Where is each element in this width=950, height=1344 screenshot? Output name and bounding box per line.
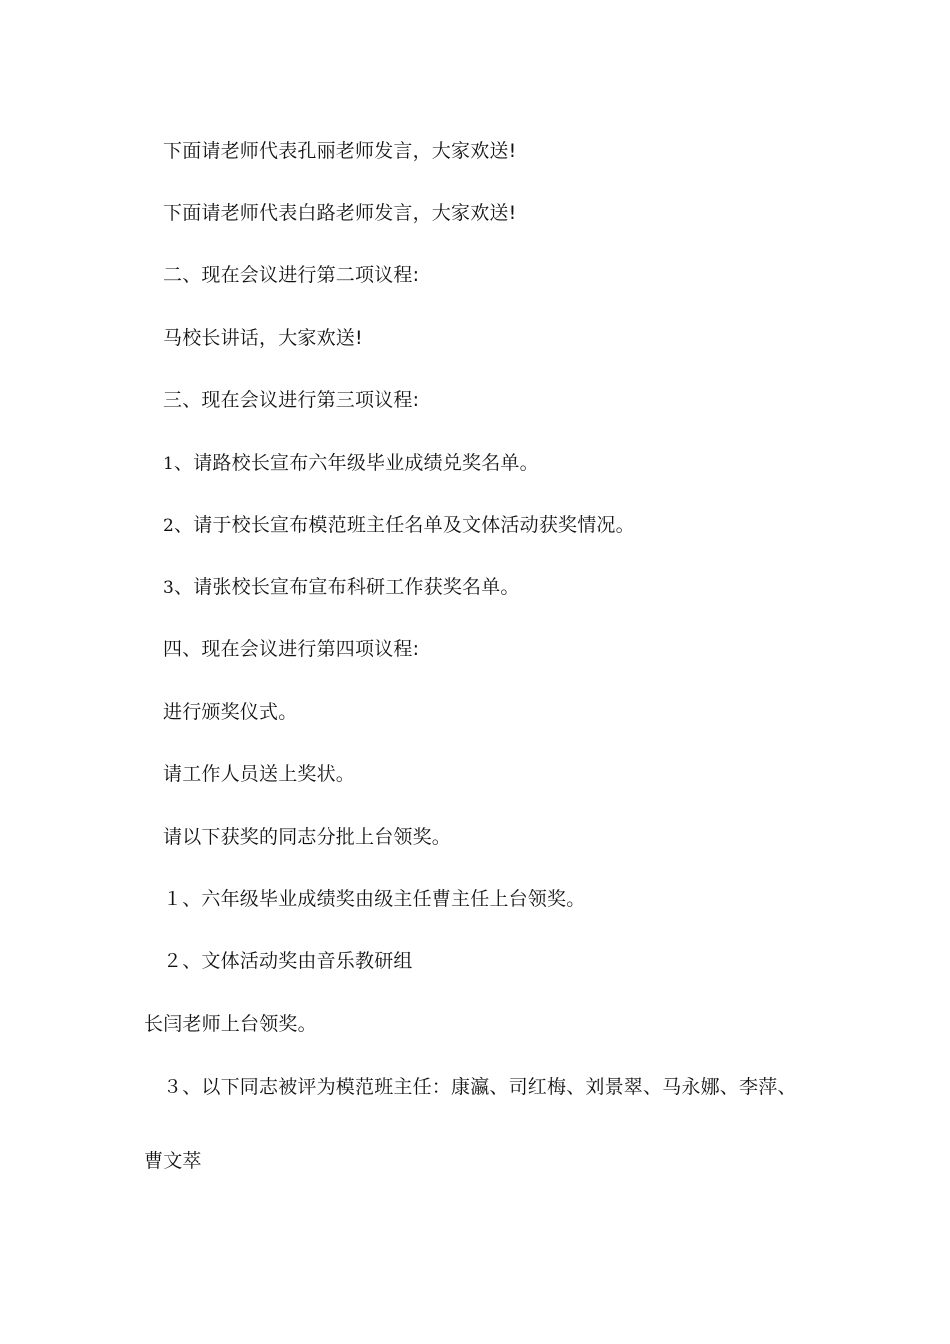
subitem-separator: 、	[174, 576, 194, 598]
award-item-1: １、六年级毕业成绩奖由级主任曹主任上台领奖。	[163, 888, 586, 910]
paragraph-certificates: 请工作人员送上奖状。	[163, 763, 356, 785]
paragraph-teacher-speech-1: 下面请老师代表孔丽老师发言，大家欢送!	[163, 140, 517, 162]
agenda-item-two-heading: 二、现在会议进行第二项议程:	[163, 264, 420, 286]
subitem-text: 请于校长宣布模范班主任名单及文体活动获奖情况。	[193, 514, 635, 536]
subitem-number: 1	[163, 454, 175, 474]
agenda-subitem-2	[163, 513, 635, 538]
agenda-subitem-1	[163, 451, 539, 476]
paragraph-teacher-speech-2: 下面请老师代表白路老师发言，大家欢送!	[163, 202, 517, 224]
paragraph-principal-speech: 马校长讲话，大家欢送!	[163, 327, 363, 349]
award-item-3: ３、以下同志被评为模范班主任：康瀛、司红梅、刘景翠、马永娜、李萍、	[163, 1076, 797, 1098]
award-item-3-continued: 曹文萃	[144, 1150, 202, 1172]
award-item-2-continued: 长闫老师上台领奖。	[144, 1013, 317, 1035]
agenda-item-four-heading: 四、现在会议进行第四项议程:	[163, 638, 420, 660]
agenda-item-three-heading: 三、现在会议进行第三项议程:	[163, 389, 420, 411]
subitem-separator: 、	[174, 452, 194, 474]
subitem-text: 请路校长宣布六年级毕业成绩兑奖名单。	[193, 452, 539, 474]
award-item-2: ２、文体活动奖由音乐教研组	[163, 950, 413, 972]
subitem-number: 3	[163, 578, 175, 598]
subitem-number: 2	[163, 516, 175, 536]
paragraph-award-ceremony: 进行颁奖仪式。	[163, 701, 298, 723]
subitem-text: 请张校长宣布宣布科研工作获奖名单。	[193, 576, 520, 598]
subitem-separator: 、	[174, 514, 194, 536]
paragraph-awardees-intro: 请以下获奖的同志分批上台领奖。	[163, 826, 452, 848]
agenda-subitem-3	[163, 575, 520, 600]
